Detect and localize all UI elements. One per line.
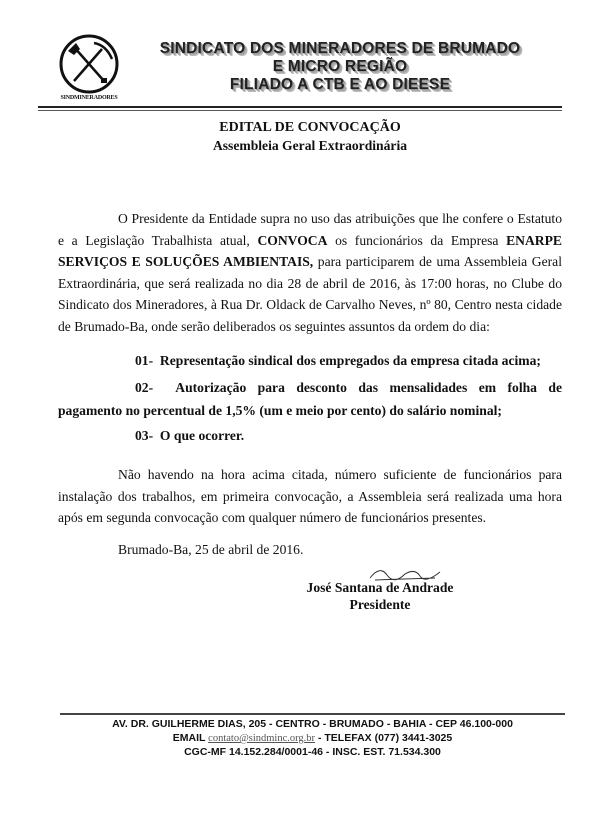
signatory-name: José Santana de Andrade [306, 580, 454, 595]
document-subtitle: Assembleia Geral Extraordinária [212, 138, 408, 153]
letterhead-line-1: SINDICATO DOS MINERADORES DE BRUMADO [159, 40, 521, 57]
document-title: EDITAL DE CONVOCAÇÃO [219, 120, 401, 135]
footer-registry: CGC-MF 14.152.284/0001-46 - INSC. EST. 71.534.300 [184, 746, 441, 758]
signatory-role: Presidente [349, 597, 411, 612]
convocation-paragraph: O Presidente da Entidade supra no uso das atribuições que lhe confere o Estatuto e a Legislação Trabalhista atual, CONVOCA os funcionários da Empresa ENARPE SERVIÇOS E SOLUÇÕES AMBIENTAIS, para participarem de uma Assembleia Geral Extraordinária, que será realizada no dia 28 de abril de 2016, às 17:00 horas, no Clube do Sindicato dos Mineradores, à Rua Dr. Oldack de Carvalho Neves, nº 80, Centro nesta cidade de Brumado-Ba, onde serão deliberados os seguintes assuntos da ordem do dia: [58, 211, 562, 334]
agenda-item-2: 02- Autorização para desconto das mensalidades em folha de [135, 380, 562, 395]
agenda-item-1: 01- Representação sindical dos empregados da empresa citada acima; [135, 353, 541, 368]
header-divider-thin [38, 110, 562, 111]
union-logo [58, 33, 120, 95]
document-date: Brumado-Ba, 25 de abril de 2016. [118, 542, 304, 557]
letterhead-line-3: FILIADO A CTB E AO DIEESE [229, 76, 451, 93]
footer-contact: EMAIL contato@sindminc.org.br - TELEFAX (077) 3441-3025 [172, 732, 453, 744]
footer-divider [60, 713, 565, 715]
agenda-item-3: 03- O que ocorrer. [135, 428, 245, 443]
letterhead-line-2: E MICRO REGIÃO [272, 58, 408, 75]
agenda-item-2-cont: pagamento no percentual de 1,5% (um e meio por cento) do salário nominal; [58, 403, 502, 418]
footer-address: AV. DR. GUILHERME DIAS, 205 - CENTRO - BRUMADO - BAHIA - CEP 46.100-000 [112, 718, 513, 730]
header-divider [38, 106, 562, 108]
logo-caption: SINDMINERADORES [60, 95, 118, 101]
second-call-paragraph: Não havendo na hora acima citada, número suficiente de funcionários para instalação dos trabalhos, em primeira convocação, a Assembleia será realizada uma hora após em segunda convocação com qualquer número de funcionários presentes. [58, 467, 562, 525]
email-link[interactable]: contato@sindminc.org.br [208, 733, 316, 744]
